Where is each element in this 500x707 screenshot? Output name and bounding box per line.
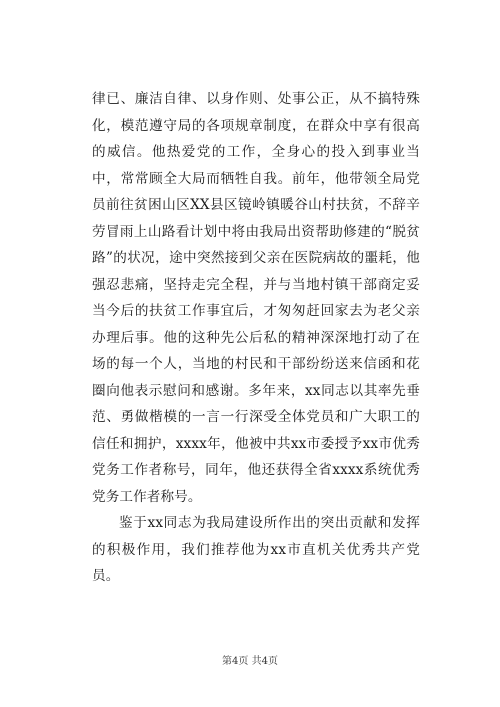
body-text: [92, 86, 420, 590]
page-number-footer: 第4页 共4页: [222, 656, 278, 667]
paragraph: 律已、廉洁自律、以身作则、处事公正，从不搞特殊化，模范遵守局的各项规章制度，在群众中享有很高的威信。他热爱党的工作，全身心的投入到事业当中，常常顾全大局而牺牲自我。前年，他带领全局党员前往贫困山区XX县区镜岭镇暖谷山村扶贫，不辞辛劳冒雨上山路看计划中将由我局出资帮助修建的“脱贫路”的状况，途中突然接到父亲在医院病故的噩耗，他强忍悲痛，坚持走完全程，并与当地村镇干部商定妥当今后的扶贫工作事宜后，才匆匆赶回家去为老父亲办理后事。他的这种先公后私的精神深深地打动了在场的每一个人，当地的村民和干部纷纷送来信函和花圈向他表示慰问和感谢。多年来，xx同志以其率先垂范、勇做楷模的一言一行深受全体党员和广大职工的信任和拥护，xxxx年，他被中共xx市委授予xx市优秀党务工作者称号，同年，他还获得全省xxxx系统优秀党务工作者称号。: [92, 91, 420, 505]
paragraph: 鉴于xx同志为我局建设所作出的突出贡献和发挥的积极作用，我们推荐他为xx市直机关优秀共产党员。: [92, 515, 420, 584]
